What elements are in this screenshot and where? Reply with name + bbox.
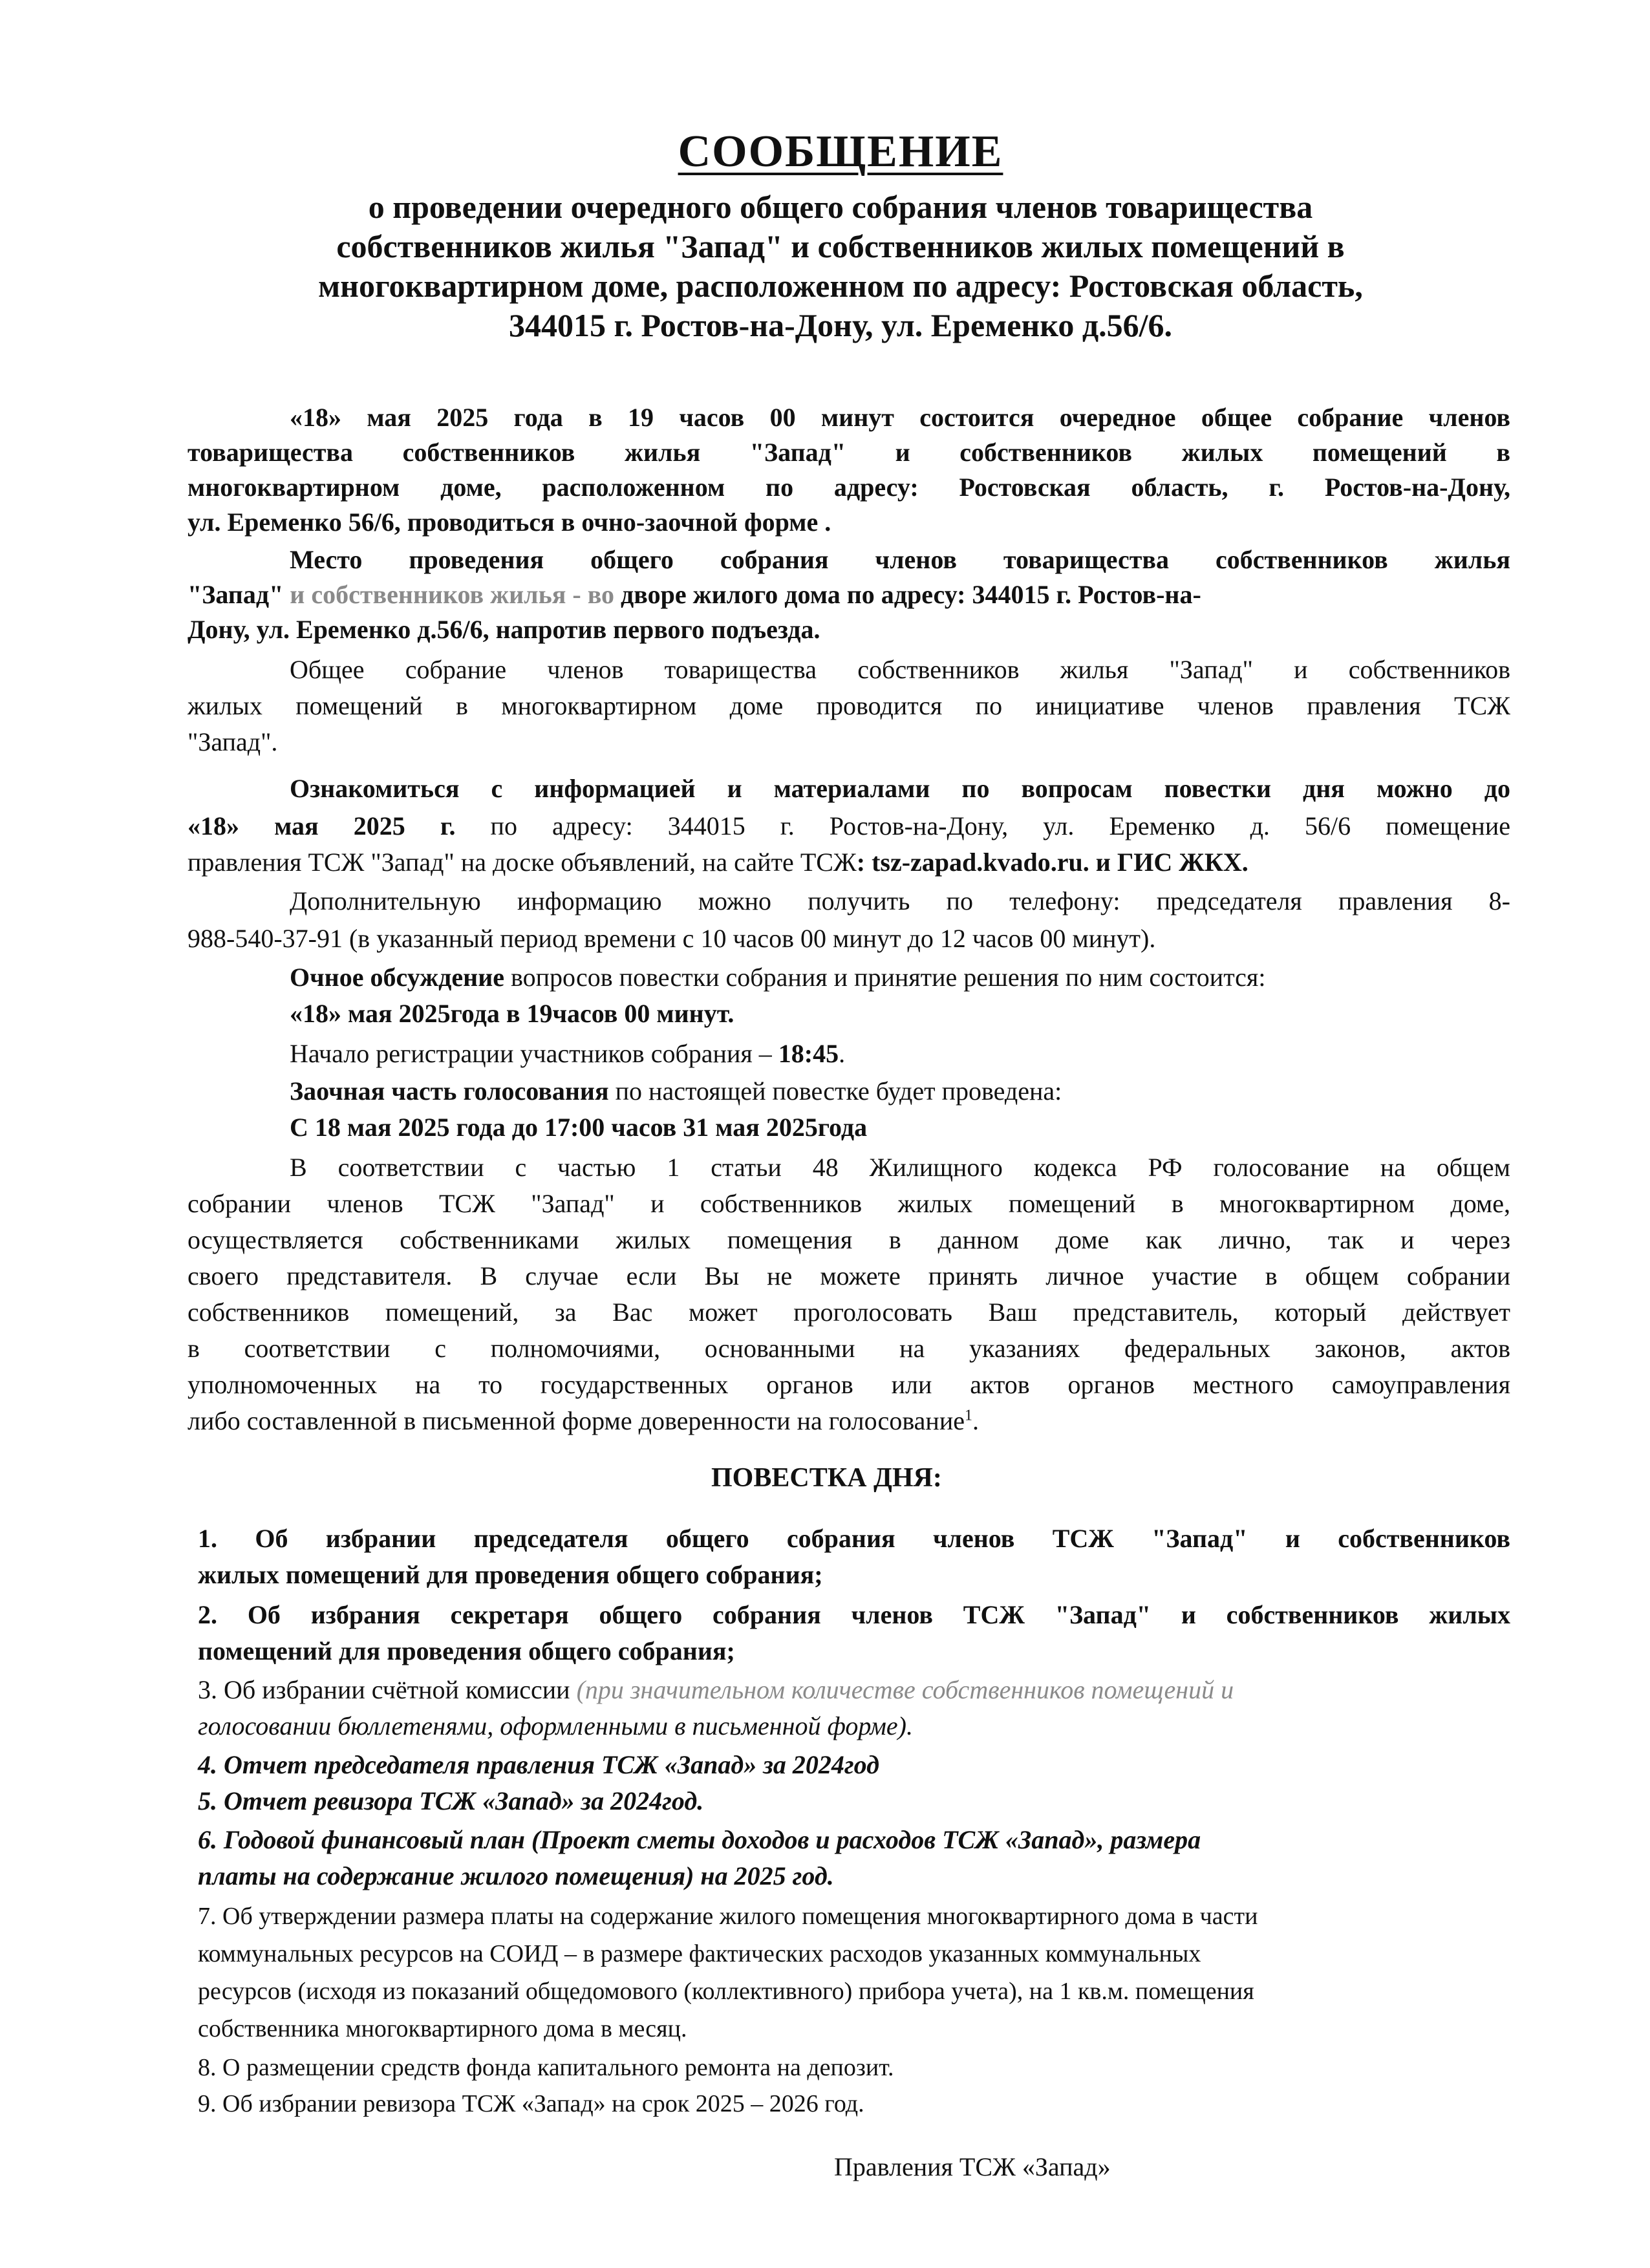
legal-basis-line: собрании членов ТСЖ "Запад" и собственников жилых помещений в многоквартирном доме, <box>188 1189 1510 1218</box>
signature: Правления ТСЖ «Запад» <box>834 2152 1111 2181</box>
agenda-item-2: помещений для проведения общего собрания; <box>198 1636 735 1665</box>
agenda-item-7: собственника многоквартирного дома в месяц. <box>198 2015 687 2042</box>
agenda-item-6: платы на содержание жилого помещения) на 2025 год. <box>198 1861 834 1890</box>
agenda-title: ПОВЕСТКА ДНЯ: <box>711 1463 942 1493</box>
legal-basis-line: своего представителя. В случае если Вы не можете принять личное участие в общем собрании <box>188 1261 1510 1290</box>
agenda-item-3-note: голосовании бюллетенями, оформленными в письменной форме). <box>198 1711 913 1740</box>
agenda-item-3-text: 3. Об избрании счётной комиссии <box>198 1675 577 1704</box>
legal-basis-text: либо составленной в письменной форме доверенности на голосование <box>188 1406 965 1435</box>
initiative-line: "Запад". <box>188 727 278 756</box>
registration-time: 18:45 <box>778 1039 839 1068</box>
registration-dot: . <box>839 1039 846 1068</box>
agenda-item-8: 8. О размещении средств фонда капитального ремонта на депозит. <box>198 2054 894 2081</box>
materials-deadline: «18» мая 2025 г. <box>188 811 456 840</box>
agenda-item-7: 7. Об утверждении размера платы на содержание жилого помещения многоквартирного дома в части <box>198 1903 1258 1930</box>
agenda-item-1: жилых помещений для проведения общего собрания; <box>198 1560 823 1589</box>
document-subtitle <box>116 187 1565 345</box>
meeting-date-line: многоквартирном доме, расположенном по адресу: Ростовская область, г. Ростов-на-Дону, <box>188 473 1510 502</box>
in-person-line <box>290 959 1265 996</box>
legal-basis-line: осуществляется собственниками жилых помещения в данном доме как лично, так и через <box>188 1225 1510 1254</box>
legal-basis-line: собственников помещений, за Вас может проголосовать Ваш представитель, который действует <box>188 1298 1510 1327</box>
materials-line <box>188 808 1510 844</box>
agenda-item-7: ресурсов (исходя из показаний общедомового (коллективного) прибора учета), на 1 кв.м. помещения <box>198 1978 1254 2005</box>
materials-line <box>188 844 1248 881</box>
meeting-date-line: «18» мая 2025 года в 19 часов 00 минут состоится очередное общее собрание членов <box>290 403 1510 432</box>
phone-line: Дополнительную информацию можно получить по телефону: председателя правления 8- <box>290 886 1510 915</box>
subtitle-line: многоквартирном доме, расположенном по адресу: Ростовская область, <box>318 268 1363 304</box>
meeting-place-line <box>188 577 1510 613</box>
absentee-text: по настоящей повестке будет проведена: <box>608 1076 1062 1106</box>
absentee-line <box>290 1073 1062 1109</box>
materials-address: по адресу: 344015 г. Ростов-на-Дону, ул. Еременко д. 56/6 помещение <box>455 811 1511 840</box>
agenda-item-3 <box>198 1672 1234 1708</box>
in-person-text: вопросов повестки собрания и принятие решения по ним состоится: <box>504 963 1266 992</box>
agenda-item-9: 9. Об избрании ревизора ТСЖ «Запад» на срок 2025 – 2026 год. <box>198 2090 864 2117</box>
absentee-label: Заочная часть голосования <box>290 1076 609 1106</box>
meeting-date-line: ул. Еременко 56/6, проводиться в очно-заочной форме . <box>188 508 831 537</box>
legal-basis-line: уполномоченных на то государственных органов или актов органов местного самоуправления <box>188 1370 1510 1399</box>
in-person-label: Очное обсуждение <box>290 963 505 992</box>
legal-basis-line: в соответствии с полномочиями, основанными на указаниях федеральных законов, актов <box>188 1334 1510 1363</box>
subtitle-line: о проведении очередного общего собрания членов товарищества <box>368 189 1313 225</box>
meeting-place-struck-fragment: и собственников жилья - во <box>283 580 615 609</box>
agenda-item-6: 6. Годовой финансовый план (Проект сметы доходов и расходов ТСЖ «Запад», размера <box>198 1825 1201 1854</box>
subtitle-line: 344015 г. Ростов-на-Дону, ул. Еременко д.56/6. <box>508 307 1173 343</box>
legal-basis-dot: . <box>972 1406 979 1435</box>
in-person-date: «18» мая 2025года в 19часов 00 минут. <box>290 999 734 1028</box>
agenda-item-4: 4. Отчет председателя правления ТСЖ «Запад» за 2024год <box>198 1750 879 1779</box>
legal-basis-line <box>188 1403 979 1439</box>
meeting-date-line: товарищества собственников жилья "Запад" и собственников жилых помещений в <box>188 438 1510 467</box>
materials-website: : tsz-zapad.kvado.ru. и ГИС ЖКХ. <box>856 848 1248 877</box>
phone-line: 988-540-37-91 (в указанный период времени с 10 часов 00 минут до 12 часов 00 минут). <box>188 924 1156 953</box>
meeting-place-fragment: дворе жилого дома по адресу: 344015 г. Ростов-на- <box>614 580 1201 609</box>
initiative-line: жилых помещений в многоквартирном доме проводится по инициативе членов правления ТСЖ <box>188 691 1510 720</box>
agenda-item-7: коммунальных ресурсов на СОИД – в размере фактических расходов указанных коммунальных <box>198 1940 1201 1967</box>
materials-line: Ознакомиться с информацией и материалами по вопросам повестки дня можно до <box>290 774 1510 803</box>
meeting-place-line: Дону, ул. Еременко д.56/6, напротив первого подъезда. <box>188 615 820 644</box>
agenda-item-3-note: (при значительном количестве собственников помещений и <box>576 1675 1234 1704</box>
footnote-marker: 1 <box>965 1407 972 1424</box>
agenda-item-1: 1. Об избрании председателя общего собрания членов ТСЖ "Запад" и собственников <box>198 1524 1510 1553</box>
initiative-line: Общее собрание членов товарищества собственников жилья "Запад" и собственников <box>290 655 1510 684</box>
legal-basis-line: В соответствии с частью 1 статьи 48 Жилищного кодекса РФ голосование на общем <box>290 1153 1510 1182</box>
agenda-item-5: 5. Отчет ревизора ТСЖ «Запад» за 2024год. <box>198 1786 704 1815</box>
subtitle-line: собственников жилья "Запад" и собственников жилых помещений в <box>336 228 1345 264</box>
agenda-item-2: 2. Об избрания секретаря общего собрания членов ТСЖ "Запад" и собственников жилых <box>198 1600 1510 1629</box>
absentee-period: С 18 мая 2025 года до 17:00 часов 31 мая 2025года <box>290 1113 868 1142</box>
meeting-place-line: Место проведения общего собрания членов товарищества собственников жилья <box>290 545 1510 574</box>
meeting-place-fragment: "Запад" <box>188 580 284 609</box>
registration-text: Начало регистрации участников собрания – <box>290 1039 778 1068</box>
materials-board-text: правления ТСЖ "Запад" на доске объявлений, на сайте ТСЖ <box>188 848 857 877</box>
document-title: СООБЩЕНИЕ <box>678 127 1003 177</box>
registration-line <box>290 1036 845 1072</box>
